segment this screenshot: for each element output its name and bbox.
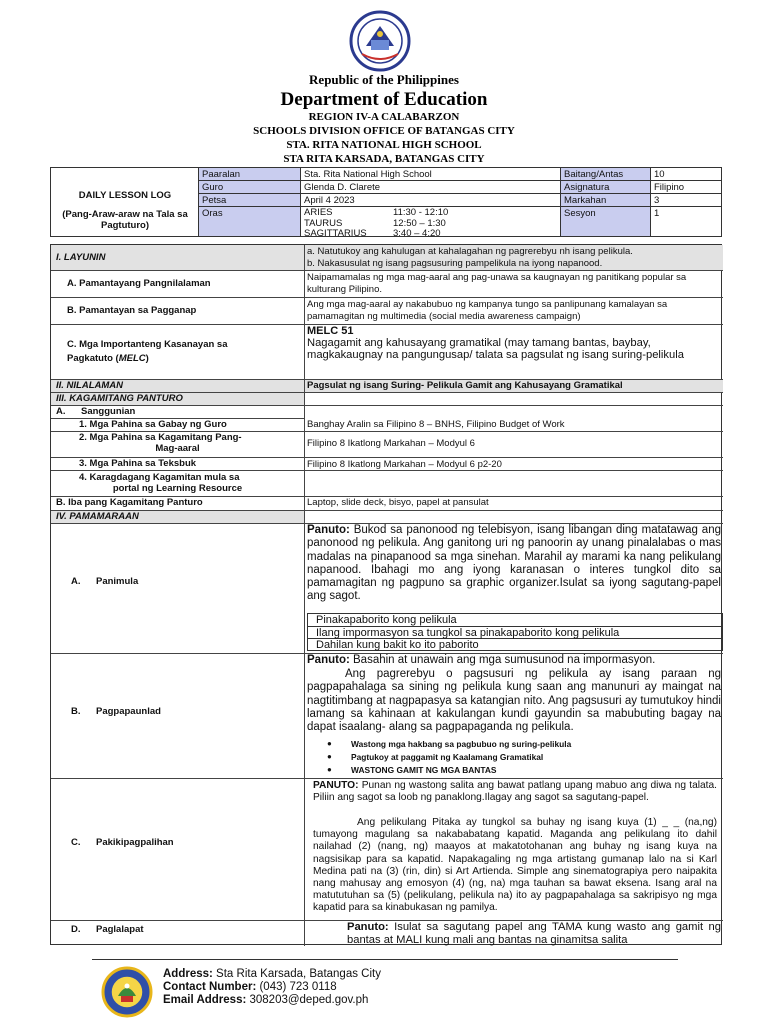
lesson-plan-table [50,244,722,945]
layunin-heading: I. LAYUNIN [56,252,106,263]
oras-time-2: 12:50 – 1:30 [393,217,446,229]
melc-text: Nagagamit ang kahusayang gramatikal (may tamang bantas, baybay, magkakaugnay na pangungusap/ talata sa pagsulat ng isang suring-pelikula [307,337,684,362]
oras-section-taurus: TAURUS [304,217,343,229]
region-title: REGION IV-A CALABARZON [308,111,460,123]
kagamitan-pang-text: Filipino 8 Ikatlong Markahan – Modyul 6 [307,438,475,449]
oras-section-aries: ARIES [304,207,333,218]
baitang-value: 10 [651,168,722,181]
oras-section-sagittarius: SAGITTARIUS [304,228,367,239]
markahan-label: Markahan [561,194,651,207]
school-title: STA. RITA NATIONAL HIGH SCHOOL [286,139,482,151]
lesson-log-title: DAILY LESSON LOG [78,190,172,201]
pagganap-label: B. Pamantayan sa Pagganap [67,305,197,316]
teksbuk-label: 3. Mga Pahina sa Teksbuk [79,458,197,469]
pangnilalaman-text: Naipamamalas ng mga mag-aaral ang pag-unawa sa kaugnayan ng panitikang popular sa kulturang Pilipino. [307,272,687,295]
bullet-item [327,752,571,765]
paglalapat-panuto: Panuto: [347,921,389,933]
paaralan-label: Paaralan [199,168,301,181]
pagpapaunlad-bullets [327,739,572,778]
panimula-letter: A. [71,576,81,587]
asignatura-value: Filipino [651,181,722,194]
lesson-log-subtitle: (Pang-Araw-araw na Tala sa Pagtuturo) [62,209,188,231]
pakikipagpalihan-letter: C. [71,837,81,848]
pagpapaunlad-text: Ang pagrerebyu o pagsusuri ng pelikula ay isang paraan ng pagpapahalaga sa sining ng pelikula kung saan ang manunuri ay maingat na nagtitimbang at nagpapasya sa katangian nito. Ang pagsusuri ay tumutukoy hindi lamang sa kahinaan at kakulangan kundi gayundin sa mabubuting bagay na dapat isaalang- alang sa pagpapaganda ng pelikula. [307,668,721,734]
gabay-label: 1. Mga Pahina sa Gabay ng Guro [79,419,227,430]
footer-email [163,994,368,1006]
melc-label-italic: MELC [118,353,146,364]
pakikipagpalihan-intro [313,780,717,804]
guro-label: Guro [199,181,301,194]
republic-title: Republic of the Philippines [309,72,459,87]
footer-contact-label: Contact Number: [163,981,257,993]
pagpapaunlad-panuto: Panuto: [307,654,350,666]
organizer-row: Ilang impormasyon sa tungkol sa pinakapaborito kong pelikula [308,627,722,640]
pamamaraan-heading: IV. PAMAMARAAN [56,511,139,522]
sesyon-value: 1 [654,208,660,219]
school-logo-icon [94,966,160,1018]
lesson-info-table [50,167,722,237]
karagdagang-label-2: portal ng Learning Resource [112,483,243,494]
pagpapaunlad-label: Pagpapaunlad [96,706,161,717]
nilalaman-text: Pagsulat ng isang Suring- Pelikula Gamit ang Kahusayang Gramatikal [307,380,623,391]
pakikipagpalihan-first: Punan ng wastong salita ang bawat patlang upang mabuo ang diwa ng talata. Piliin ang sagot sa loob ng panaklong.Ilagay ang sagot sa sagutang-papel. [313,780,717,804]
paglalapat-text [347,921,721,947]
panimula-body: Bukod sa panonood ng telebisyon, isang libangan ding matatawag ang panonood ng pelikula. Ang ganitong uri ng panoorin ay unang pinalalabas o mas madalas na pinapanood sa mga sinehan. Marahil ay marami ka nang pelikulang napanood. Ibahagi mo ang iyong karanasan o interes tungkol dito sa pamamagitan ng pagpuno sa graphic organizer.Isulat sa iyong sagutang-papel ang sagot. [307,524,721,603]
kagamitan-pang-label-1: 2. Mga Pahina sa Kagamitang Pang- [79,432,242,443]
bullet-item [327,739,572,752]
paglalapat-label: Paglalapat [96,924,144,935]
footer-address [163,968,381,980]
kagamitan-pang-label-2: Mag-aaral [155,443,200,454]
bullet-item [327,765,571,778]
footer-contact [163,981,337,993]
oras-time-1: 11:30 - 12:10 [393,207,449,218]
melc-label-line1: C. Mga Importanteng Kasanayan sa [67,339,228,350]
lesson-log-title-cell [51,168,199,236]
bullet-text: WASTONG GAMIT NG MGA BANTAS [351,765,497,775]
kagamitan-heading: III. KAGAMITANG PANTURO [56,393,183,404]
pakikipagpalihan-panuto: PANUTO: [313,780,359,791]
panimula-label: Panimula [96,576,139,587]
layunin-a: a. Natutukoy ang kahulugan at kahalagahan ng pagrerebyu nh isang pelikula. [307,246,633,257]
oras-time-3: 3:40 – 4:20 [393,228,441,239]
row-line [51,297,723,298]
gabay-text: Banghay Aralin sa Filipino 8 – BNHS, Filipino Budget of Work [307,419,565,430]
melc-label-part: Pagkatuto ( [67,353,119,364]
oras-times [393,208,448,240]
sesyon-label: Sesyon [561,207,651,236]
oras-value [301,207,561,239]
footer-divider [92,959,678,960]
division-title: SCHOOLS DIVISION OFFICE OF BATANGAS CITY [253,125,515,137]
iba-label: B. Iba pang Kagamitang Panturo [56,497,203,508]
deped-seal-icon [340,10,420,72]
paaralan-value: Sta. Rita National High School [301,168,561,181]
paglalapat-letter: D. [71,924,81,935]
sanggunian-label: Sanggunian [81,406,136,417]
column-divider [304,245,305,946]
oras-label: Oras [199,207,301,236]
melc-label-line2 [67,353,149,364]
baitang-label: Baitang/Antas [561,168,651,181]
bullet-text: Wastong mga hakbang sa pagbubuo ng suring-pelikula [351,739,572,749]
markahan-value: 3 [651,194,722,207]
pakikipagpalihan-label: Pakikipagpalihan [96,837,174,848]
footer-email-value[interactable]: 308203@deped.gov.ph [246,994,369,1006]
sanggunian-letter: A. [56,406,66,417]
oras-sections [304,208,367,240]
graphic-organizer [307,613,723,651]
melc-code: MELC 51 [307,325,354,337]
pagganap-text: Ang mga mag-aaral ay nakabubuo ng kampanya tungo sa panlipunang kamalayan sa pamamagitan ng multimedia (social media awareness campaign) [307,299,668,322]
asignatura-label: Asignatura [561,181,651,194]
nilalaman-heading: II. NILALAMAN [56,380,124,391]
row-line [51,778,723,779]
petsa-value: April 4 2023 [301,194,561,207]
pagpapaunlad-first: Basahin at unawain ang mga sumusunod na impormasyon. [349,654,656,666]
panimula-panuto: Panuto: [307,524,350,536]
footer-email-label: Email Address: [163,994,247,1006]
footer-contact-value: (043) 723 0118 [256,981,337,993]
organizer-row: Dahilan kung bakit ko ito paborito [316,639,479,651]
paglalapat-body: Isulat sa sagutang papel ang TAMA kung wasto ang gamit ng bantas at MALI kung mali ang bantas na ginamitsa salita [347,921,721,946]
footer-address-label: Address: [163,968,213,980]
bullet-dot-icon: ● [327,752,332,761]
row-line [51,270,723,271]
row-line [51,324,723,325]
pagpapaunlad-letter: B. [71,706,81,717]
pakikipagpalihan-text: Ang pelikulang Pitaka ay tungkol sa buhay ng isang kuya (1) _ _ (na,ng) tumayong magulang sa nakababatang kapatid. Maganda ang pelikulang ito dahil nailahad (2) (nang, ng) maayos at makatotohanan ang buhay ng isang kuya na nagsisikap para sa kapatid. Napakagaling ng mga artistang gumanap lalo na si Karl Medina pati na (3) (rin, din) si Art Artienda. Simple ang sinematograpiya pero naipakita nang mahusay ang emosyon (4) (ng, na) mga tauhan sa bawat eksena. Isang aral na matututuhan sa (5) (pelikulang, pelikula na) ito ay pagpapahalaga sa sakripisyo ng mga kapatid para sa kinabukasan ng pamilya. [313,817,717,914]
school-address-title: STA RITA KARSADA, BATANGAS CITY [283,153,485,165]
pagpapaunlad-intro [307,654,721,667]
row-line [51,510,723,511]
row-line [51,405,723,406]
pangnilalaman-label: A. Pamantayang Pangnilalaman [67,278,211,289]
teksbuk-text: Filipino 8 Ikatlong Markahan – Modyul 6 p2-20 [307,459,502,470]
karagdagang-label-1: 4. Karagdagang Kagamitan mula sa [79,472,240,483]
bullet-dot-icon: ● [327,739,332,748]
layunin-b: b. Nakasusulat ng isang pagsusuring pampelikula na iyong napanood. [307,258,603,269]
bullet-text: Pagtukoy at paggamit ng Kaalamang Gramatikal [351,752,544,762]
footer-address-value: Sta Rita Karsada, Batangas City [212,968,381,980]
panimula-text [307,524,721,604]
bullet-dot-icon: ● [327,765,332,774]
guro-value: Glenda D. Clarete [301,181,561,194]
iba-text: Laptop, slide deck, bisyo, papel at pansulat [307,497,489,508]
melc-label-close: ) [145,353,149,364]
department-title: Department of Education [280,89,488,110]
organizer-row: Pinakapaborito kong pelikula [308,614,722,627]
petsa-label: Petsa [199,194,301,207]
